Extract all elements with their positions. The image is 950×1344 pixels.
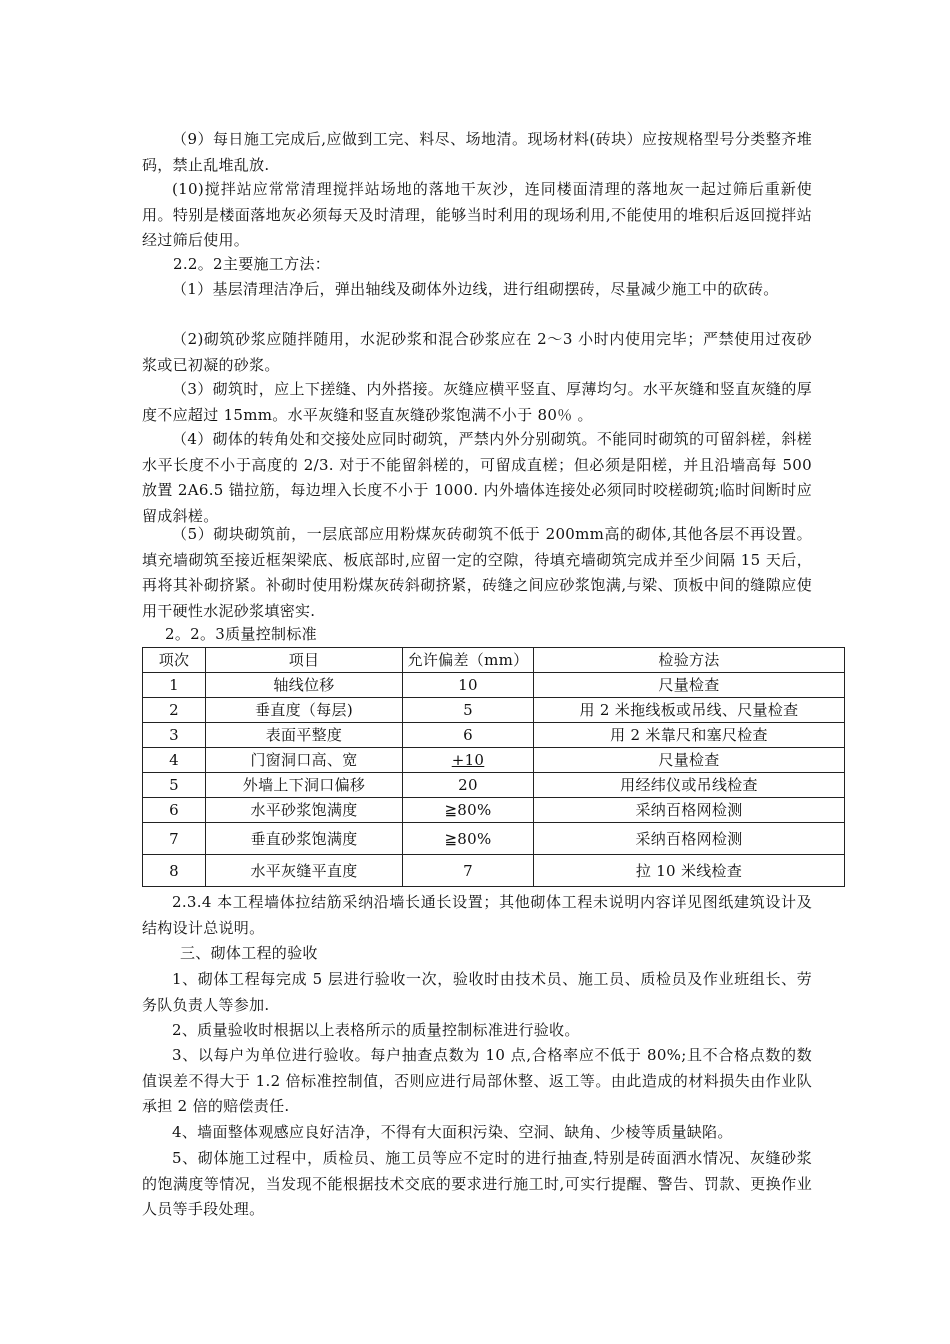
table-row xyxy=(143,798,845,823)
cell-no: 8 xyxy=(143,855,206,887)
table-row xyxy=(143,855,845,887)
cell-tolerance: 10 xyxy=(403,673,534,698)
acceptance-item-5: 5、砌体施工过程中，质检员、施工员等应不定时的进行抽查,特别是砖面洒水情况、灰缝砂浆的饱满度等情况，当发现不能根据技术交底的要求进行施工时,可实行提醒、警告、罚款、更换作业人员等手段处理。 xyxy=(142,1149,812,1218)
cell-item: 轴线位移 xyxy=(206,673,403,698)
cell-tolerance: ≧80% xyxy=(403,823,534,855)
cell-tolerance: 20 xyxy=(403,773,534,798)
cell-tolerance: 7 xyxy=(403,855,534,887)
header-method: 检验方法 xyxy=(534,648,845,673)
cell-tolerance xyxy=(403,748,534,773)
note-2-3-4: 2.3.4 本工程墙体拉结筋采纳沿墙长通长设置；其他砌体工程未说明内容详见图纸建筑设计及结构设计总说明。 xyxy=(142,893,812,937)
cell-item: 表面平整度 xyxy=(206,723,403,748)
cell-tolerance: 5 xyxy=(403,698,534,723)
table-row xyxy=(143,723,845,748)
acceptance-item-3: 3、以每户为单位进行验收。每户抽查点数为 10 点,合格率应不低于 80%;且不合格点数的数值误差不得大于 1.2 倍标准控制值，否则应进行局部休整、返工等。由此造成的材料损失由作业队承担 2 倍的赔偿责任. xyxy=(142,1046,812,1115)
quality-control-table xyxy=(142,647,845,887)
paragraph-10: (10)搅拌站应常常清理搅拌站场地的落地干灰沙，连同楼面清理的落地灰一起过筛后重新使用。特别是楼面落地灰必须每天及时清理，能够当时利用的现场利用,不能使用的堆积后返回搅拌站经过筛后使用。 xyxy=(142,180,812,249)
cell-method: 尺量检查 xyxy=(534,748,845,773)
acceptance-item-2: 2、质量验收时根据以上表格所示的质量控制标准进行验收。 xyxy=(172,1021,580,1039)
cell-no: 4 xyxy=(143,748,206,773)
cell-item: 垂直度（每层) xyxy=(206,698,403,723)
plus-minus-value: +10 xyxy=(451,751,485,769)
paragraph-9: （9）每日施工完成后,应做到工完、料尽、场地清。现场材料(砖块）应按规格型号分类整齐堆码，禁止乱堆乱放. xyxy=(142,130,812,174)
table-row xyxy=(143,823,845,855)
cell-item: 外墙上下洞口偏移 xyxy=(206,773,403,798)
header-item-no: 项次 xyxy=(143,648,206,673)
table-row xyxy=(143,748,845,773)
cell-method: 用 2 米靠尺和塞尺检查 xyxy=(534,723,845,748)
section-heading-2-2-2: 2.2。2主要施工方法： xyxy=(173,255,330,273)
table-header-row xyxy=(143,648,845,673)
acceptance-item-1: 1、砌体工程每完成 5 层进行验收一次，验收时由技术员、施工员、质检员及作业班组长、劳务队负责人等参加. xyxy=(142,970,812,1014)
cell-no: 6 xyxy=(143,798,206,823)
cell-tolerance: ≧80% xyxy=(403,798,534,823)
method-2: （2)砌筑砂浆应随拌随用，水泥砂浆和混合砂浆应在 2～3 小时内使用完毕；严禁使用过夜砂浆或已初凝的砂浆。 xyxy=(142,330,812,374)
cell-no: 7 xyxy=(143,823,206,855)
table-row xyxy=(143,673,845,698)
cell-method: 采纳百格网检测 xyxy=(534,798,845,823)
cell-no: 1 xyxy=(143,673,206,698)
method-5: （5）砌块砌筑前，一层底部应用粉煤灰砖砌筑不低于 200mm高的砌体,其他各层不再设置。填充墙砌筑至接近框架梁底、板底部时,应留一定的空隙，待填充墙砌筑完成并至少间隔 15 天后，再将其补砌挤紧。补砌时使用粉煤灰砖斜砌挤紧，砖缝之间应砂浆饱满,与梁、顶板中间的缝隙应使用干硬性水泥砂浆填密实. xyxy=(142,525,812,620)
method-3: （3）砌筑时，应上下搓缝、内外搭接。灰缝应横平竖直、厚薄均匀。水平灰缝和竖直灰缝的厚度不应超过 15mm。水平灰缝和竖直灰缝砂浆饱满不小于 80％ 。 xyxy=(142,380,812,424)
acceptance-item-4: 4、墙面整体观感应良好洁净，不得有大面积污染、空洞、缺角、少棱等质量缺陷。 xyxy=(172,1123,733,1141)
section-heading-2-2-3: 2。2。3质量控制标准 xyxy=(165,625,317,643)
cell-item: 水平灰缝平直度 xyxy=(206,855,403,887)
cell-method: 尺量检查 xyxy=(534,673,845,698)
cell-item: 门窗洞口高、宽 xyxy=(206,748,403,773)
table-row xyxy=(143,698,845,723)
table-row xyxy=(143,773,845,798)
cell-method: 用经纬仪或吊线检查 xyxy=(534,773,845,798)
method-4: （4）砌体的转角处和交接处应同时砌筑，严禁内外分别砌筑。不能同时砌筑的可留斜槎，斜槎水平长度不小于高度的 2/3. 对于不能留斜槎的，可留成直槎；但必须是阳槎，并且沿墙高每 500 放置 2A6.5 锚拉筋，每边埋入长度不小于 1000. 内外墙体连接处必须同时咬槎砌筑;临时间断时应留成斜槎。 xyxy=(142,430,812,525)
cell-method: 拉 10 米线检查 xyxy=(534,855,845,887)
cell-no: 2 xyxy=(143,698,206,723)
cell-no: 3 xyxy=(143,723,206,748)
method-1: （1）基层清理洁净后，弹出轴线及砌体外边线，进行组砌摆砖，尽量减少施工中的砍砖。 xyxy=(172,280,779,298)
cell-item: 垂直砂浆饱满度 xyxy=(206,823,403,855)
header-tolerance: 允许偏差（mm） xyxy=(403,648,534,673)
cell-item: 水平砂浆饱满度 xyxy=(206,798,403,823)
cell-tolerance: 6 xyxy=(403,723,534,748)
cell-no: 5 xyxy=(143,773,206,798)
header-item: 项目 xyxy=(206,648,403,673)
cell-method: 用 2 米拖线板或吊线、尺量检查 xyxy=(534,698,845,723)
cell-method: 采纳百格网检测 xyxy=(534,823,845,855)
section-heading-3: 三、砌体工程的验收 xyxy=(180,944,318,962)
